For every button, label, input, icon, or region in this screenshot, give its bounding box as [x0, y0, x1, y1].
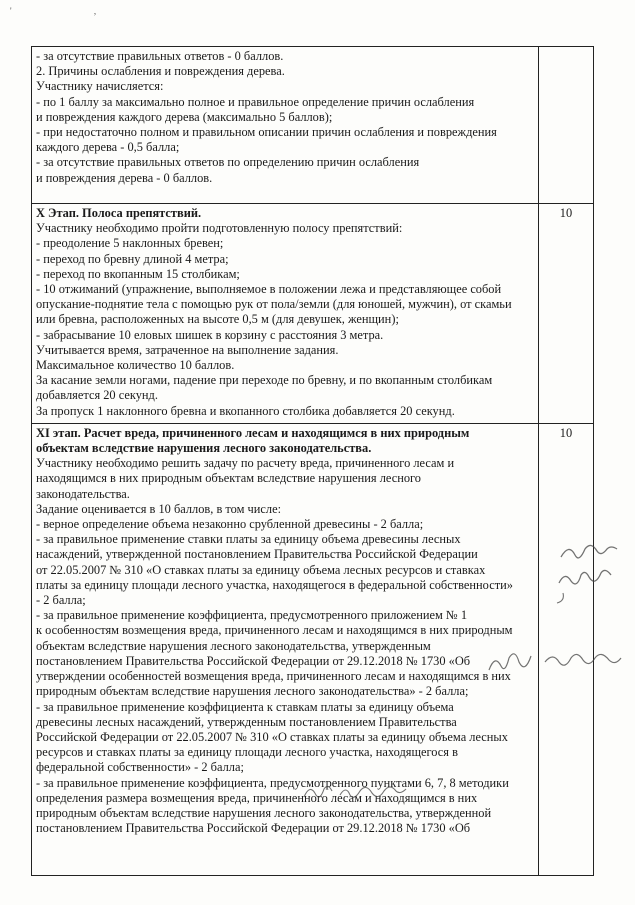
text-line: - забрасывание 10 еловых шишек в корзину с расстояния 3 метра. [36, 327, 384, 342]
top-marks [10, 6, 136, 16]
text-line: природным объектам вследствие нарушения лесного законодательства» - 2 балла; [36, 684, 469, 699]
text-line: опускание-поднятие тела с помощью рук от пола/земли (для юношей, мужчин), от скамьи [36, 297, 512, 312]
score-cell: 10 [539, 423, 594, 875]
text-line: утверждении особенностей возмещения вреда, причиненного лесам и находящимся в них [36, 669, 511, 684]
score-cell: 10 [539, 204, 594, 424]
table-row [32, 204, 594, 424]
text-line: - за правильное применение коэффициента к ставкам платы за единицу объема [36, 699, 454, 714]
text-line: от 22.05.2007 № 310 «О ставках платы за единицу объема лесных ресурсов и ставках [36, 562, 486, 577]
criteria-cell [32, 47, 539, 204]
text-line: Участнику необходимо пройти подготовленную полосу препятствий: [36, 221, 403, 236]
text-line: определения размера возмещения вреда, причиненного лесам и находящимся в них [36, 790, 478, 805]
text-line: федеральной собственности» - 2 балла; [36, 760, 244, 775]
top-mark-1: ' [10, 6, 52, 16]
text-line: каждого дерева - 0,5 балла; [36, 140, 180, 155]
score-cell [539, 47, 594, 204]
text-line: - по 1 баллу за максимально полное и правильное определение причин ослабления [36, 94, 475, 109]
text-line: постановлением Правительства Российской Федерации от 29.12.2018 № 1730 «Об [36, 821, 471, 836]
text-line: - за правильное применение коэффициента, предусмотренного приложением № 1 [36, 608, 468, 623]
text-line: объектам вследствие нарушения лесного законодательства, утвержденным [36, 638, 431, 653]
text-line: Задание оценивается в 10 баллов, в том числе: [36, 501, 282, 516]
handwritten-annotation-1 [555, 535, 625, 605]
text-line: Российской Федерации от 22.05.2007 № 310 «О ставках платы за единицу объема лесных [36, 729, 508, 744]
text-line: - за отсутствие правильных ответов по определению причин ослабления [36, 155, 420, 170]
text-line: - переход по вкопанным 15 столбикам; [36, 266, 240, 281]
text-line: - верное определение объема незаконно срубленной древесины - 2 балла; [36, 517, 424, 532]
handwritten-annotation-3 [300, 775, 420, 805]
criteria-cell [32, 204, 539, 424]
text-line: находящимся в них природным объектам вследствие нарушения лесного [36, 471, 421, 486]
text-line: Участнику необходимо решить задачу по расчету вреда, причиненного лесам и [36, 456, 455, 471]
text-line: - при недостаточно полном и правильном описании причин ослабления и повреждения [36, 125, 497, 140]
top-mark-2: , [93, 6, 137, 16]
stage-title: XI этап. Расчет вреда, причиненного лесам и находящимся в них природным [36, 425, 470, 440]
text-line: и повреждения каждого дерева (максимально 5 баллов); [36, 109, 333, 124]
text-line: добавляется 20 секунд. [36, 388, 158, 403]
text-line: 2. Причины ослабления и повреждения дерева. [36, 64, 285, 79]
text-line: к особенностям возмещения вреда, причиненного лесам и находящимся в них природным [36, 623, 513, 638]
stage-title: объектам вследствие нарушения лесного законодательства. [36, 441, 372, 456]
text-line: насаждений, утвержденной постановлением Правительства Российской Федерации [36, 547, 478, 562]
text-line: - переход по бревну длиной 4 метра; [36, 251, 229, 266]
text-line: За касание земли ногами, падение при переходе по бревну, и по вкопанным столбикам [36, 373, 493, 388]
text-line: древесины лесных насаждений, утвержденным постановлением Правительства [36, 714, 457, 729]
stage-title: X Этап. Полоса препятствий. [36, 206, 202, 220]
text-line: Максимальное количество 10 баллов. [36, 358, 235, 373]
text-line: природным объектам вследствие нарушения лесного законодательства, утвержденной [36, 805, 492, 820]
criteria-cell [32, 423, 539, 875]
text-line: ресурсов и ставках платы за единицу площади лесного участка, находящегося в [36, 745, 458, 760]
text-line: Учитывается время, затраченное на выполнение задания. [36, 342, 339, 357]
text-line: За пропуск 1 наклонного бревна и вкопанного столбика добавляется 20 секунд. [36, 403, 455, 418]
table-row [32, 47, 594, 204]
text-line: - за правильное применение коэффициента, предусмотренного пунктами 6, 7, 8 методики [36, 775, 509, 790]
text-line: - преодоление 5 наклонных бревен; [36, 236, 224, 251]
text-line: постановлением Правительства Российской Федерации от 29.12.2018 № 1730 «Об [36, 653, 471, 668]
text-line: - за правильное применение ставки платы за единицу объема древесины лесных [36, 532, 461, 547]
text-line: платы за единицу площади лесного участка, находящегося в федеральной собственности» [36, 577, 513, 592]
text-line: - за отсутствие правильных ответов - 0 баллов. [36, 49, 284, 63]
text-line: Участнику начисляется: [36, 79, 164, 94]
text-line: законодательства. [36, 486, 130, 501]
text-line: - 2 балла; [36, 593, 86, 608]
text-line: и повреждения дерева - 0 баллов. [36, 170, 213, 185]
text-line: или бревна, расположенных на высоте 0,5 м (для девушек, женщин); [36, 312, 399, 327]
text-line: - 10 отжиманий (упражнение, выполняемое в положении лежа и представляющее собой [36, 282, 502, 297]
criteria-table [31, 46, 594, 876]
handwritten-annotation-2 [485, 640, 630, 680]
